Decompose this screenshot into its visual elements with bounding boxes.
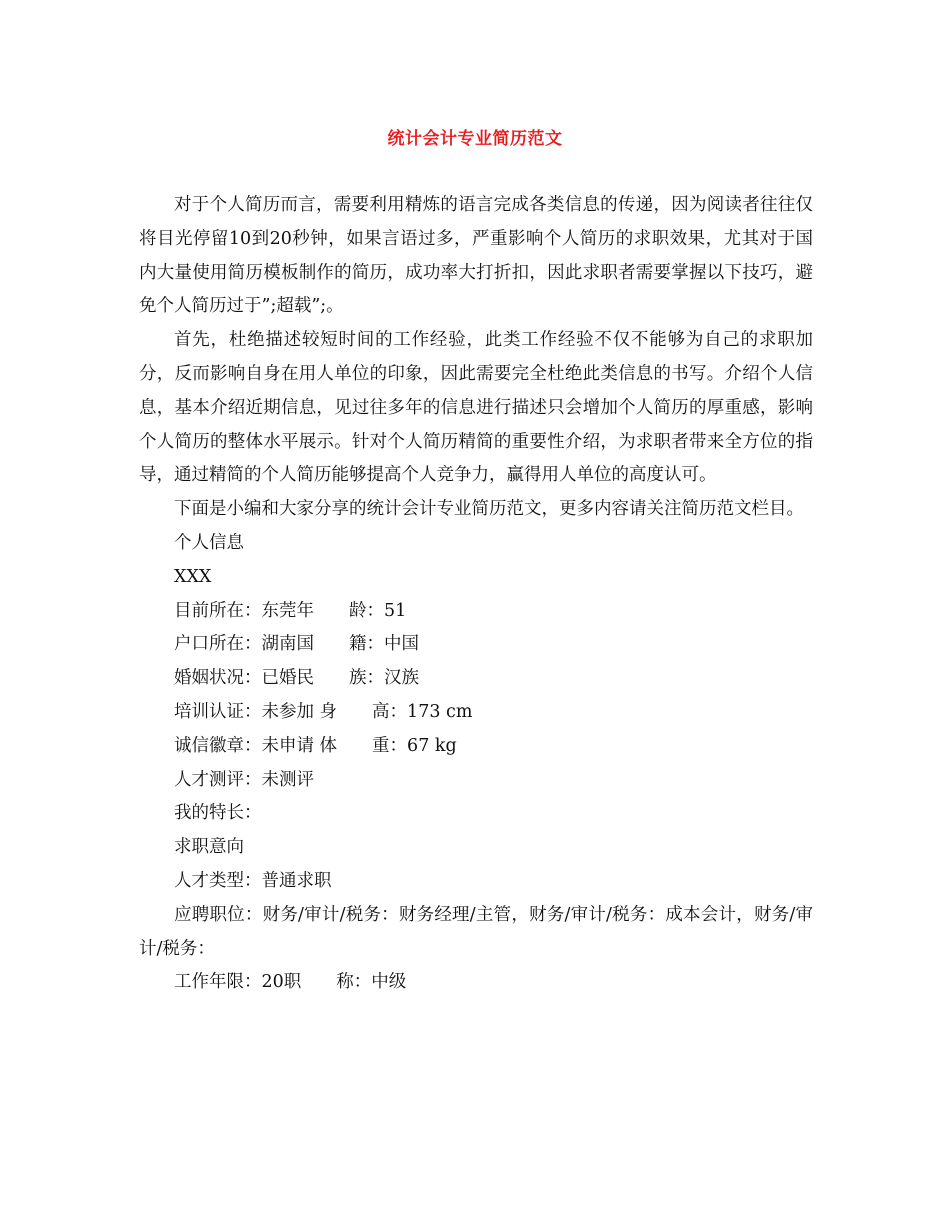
position-line: 应聘职位：财务/审计/税务：财务经理/主管，财务/审计/税务：成本会计，财务/审计/税务： — [139, 904, 813, 959]
resume-name: XXX — [174, 566, 212, 587]
intro-paragraph-1: 对于个人简历而言，需要利用精炼的语言完成各类信息的传递，因为阅读者往往仅将目光停留10到20秒钟，如果言语过多，严重影响个人简历的求职效果，尤其对于国内大量使用简历模板制作的简历，成功率大打折扣，因此求职者需要掌握以下技巧，避免个人简历过于”;超载”;。 — [139, 195, 813, 317]
integrity-weight-line: 诚信徽章：未申请 体 重：67 kg — [174, 735, 457, 756]
training-height-line: 培训认证：未参加 身 高：173 cm — [174, 701, 473, 722]
years-title-line: 工作年限：20职 称：中级 — [174, 972, 407, 993]
intro-paragraph-3: 下面是小编和大家分享的统计会计专业简历范文，更多内容请关注简历范文栏目。 — [174, 499, 804, 520]
job-intent-heading: 求职意向 — [174, 837, 244, 858]
personal-info-heading: 个人信息 — [174, 532, 244, 553]
location-age-line: 目前所在：东莞年 龄：51 — [174, 600, 407, 621]
marital-ethnic-line: 婚姻状况：已婚民 族：汉族 — [174, 668, 419, 689]
talent-type-line: 人才类型：普通求职 — [174, 870, 332, 891]
intro-paragraph-2: 首先，杜绝描述较短时间的工作经验，此类工作经验不仅不能够为自己的求职加分，反而影响自身在用人单位的印象，因此需要完全杜绝此类信息的书写。介绍个人信息，基本介绍近期信息，见过往多年的信息进行描述只会增加个人简历的厚重感，影响个人简历的整体水平展示。针对个人简历精简的重要性介绍，为求职者带来全方位的指导，通过精简的个人简历能够提高个人竞争力，赢得用人单位的高度认可。 — [139, 330, 813, 486]
document-title: 统计会计专业简历范文 — [387, 129, 563, 149]
hukou-nationality-line: 户口所在：湖南国 籍：中国 — [174, 634, 419, 655]
assessment-line: 人才测评：未测评 — [174, 769, 314, 790]
document-body — [139, 189, 813, 1000]
strengths-line: 我的特长： — [174, 803, 262, 824]
